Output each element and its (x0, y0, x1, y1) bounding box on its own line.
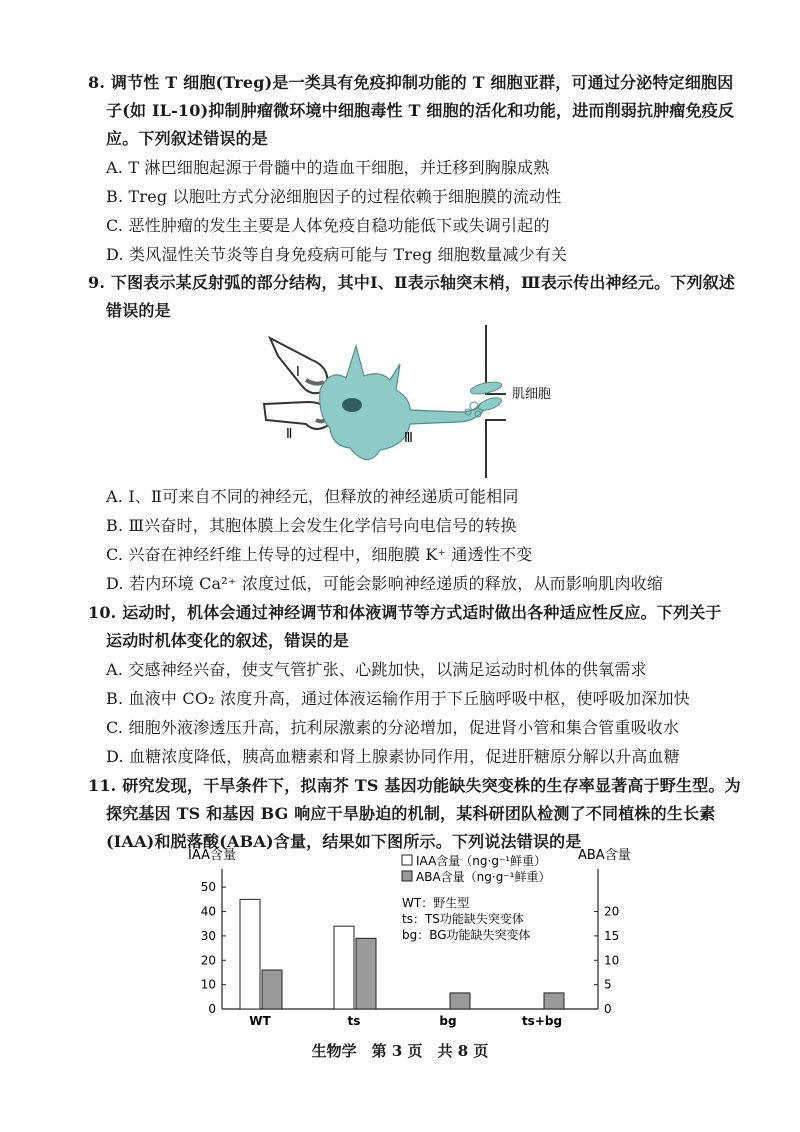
q10-option-b[interactable]: B. 血液中 CO₂ 浓度升高，通过体液运输作用于下丘脑呼吸中枢，使呼吸加深加快 (106, 689, 690, 708)
q9-option-b[interactable]: B. Ⅲ兴奋时，其胞体膜上会发生化学信号向电信号的转换 (106, 516, 517, 535)
legend-note: WT：野生型 (402, 896, 470, 910)
bar-aba (544, 993, 564, 1009)
y-axis-left-title: IAA含量 (188, 848, 236, 863)
nucleus (342, 398, 362, 412)
figure-label-I: Ⅰ (296, 365, 300, 380)
page-footer: 生物学 第 3 页 共 8 页 (311, 1042, 489, 1060)
figure-label-muscle: 肌细胞 (512, 387, 552, 402)
legend-note: ts：TS功能缺失突变体 (402, 912, 524, 926)
q10-stem-line-2: 运动时机体变化的叙述，错误的是 (106, 631, 350, 650)
q10-option-a[interactable]: A. 交感神经兴奋，使支气管扩张、心跳加快，以满足运动时机体的供氧需求 (106, 660, 647, 679)
x-tick-label: bg (439, 1014, 457, 1028)
q10-option-c[interactable]: C. 细胞外液渗透压升高，抗利尿激素的分泌增加，促进肾小管和集合管重吸收水 (106, 718, 680, 737)
muscle-membrane-lower (486, 420, 506, 478)
bar-aba (262, 970, 282, 1009)
q9-option-c[interactable]: C. 兴奋在神经纤维上传导的过程中，细胞膜 K⁺ 通透性不变 (106, 545, 533, 564)
y-right-tick-label: 20 (604, 904, 620, 919)
x-tick-label: ts+bg (521, 1014, 563, 1028)
y-right-tick-label: 10 (604, 953, 620, 968)
bar-iaa (240, 899, 260, 1009)
y-left-tick-label: 50 (200, 880, 216, 895)
reflex-arc-figure (260, 320, 590, 480)
y-right-tick-label: 15 (604, 928, 620, 943)
q9-option-a[interactable]: A. Ⅰ、Ⅱ可来自不同的神经元，但释放的神经递质可能相同 (106, 487, 519, 506)
y-left-tick-label: 20 (200, 953, 216, 968)
q9-option-d[interactable]: D. 若内环境 Ca²⁺ 浓度过低，可能会影响神经递质的释放，从而影响肌肉收缩 (106, 574, 664, 593)
y-left-tick-label: 30 (200, 928, 216, 943)
q8-stem-line-1: 8. 调节性 T 细胞(Treg)是一类具有免疫抑制功能的 T 细胞亚群，可通过分泌特定细胞因 (88, 73, 734, 92)
q8-option-c[interactable]: C. 恶性肿瘤的发生主要是人体免疫自稳功能低下或失调引起的 (106, 216, 550, 235)
q11-stem-line-1: 11. 研究发现，干旱条件下，拟南芥 TS 基因功能缺失突变株的生存率显著高于野生型。为 (88, 776, 741, 795)
y-axis-right-title: ABA含量 (578, 848, 631, 863)
legend-note: bg：BG功能缺失突变体 (402, 928, 531, 942)
legend-swatch (402, 855, 412, 865)
x-tick-label: ts (347, 1014, 361, 1028)
q8-option-b[interactable]: B. Treg 以胞吐方式分泌细胞因子的过程依赖于细胞膜的流动性 (106, 187, 562, 206)
legend-entry: IAA含量（ng·g⁻¹鲜重） (416, 854, 547, 868)
q9-stem-line-2: 错误的是 (106, 301, 171, 320)
q8-option-d[interactable]: D. 类风湿性关节炎等自身免疫病可能与 Treg 细胞数量减少有关 (106, 245, 568, 264)
iaa-aba-bar-chart (180, 845, 640, 1030)
y-left-tick-label: 10 (200, 977, 216, 992)
figure-label-II: Ⅱ (286, 427, 293, 442)
x-tick-label: WT (249, 1014, 271, 1028)
bar-iaa (334, 926, 354, 1009)
q11-stem-line-3: (IAA)和脱落酸(ABA)含量，结果如下图所示。下列说法错误的是 (106, 832, 582, 851)
synaptic-vesicle-2 (477, 395, 503, 413)
y-left-tick-label: 40 (200, 904, 216, 919)
y-right-tick-label: 0 (604, 1002, 612, 1016)
q10-stem-line-1: 10. 运动时，机体会通过神经调节和体液调节等方式适时做出各种适应性反应。下列关于 (88, 603, 722, 622)
q9-stem-line-1: 9. 下图表示某反射弧的部分结构，其中Ⅰ、Ⅱ表示轴突末梢，Ⅲ表示传出神经元。下列叙述 (88, 273, 736, 292)
q11-stem-line-2: 探究基因 TS 和基因 BG 响应干旱胁迫的机制，某科研团队检测了不同植株的生长素 (106, 804, 716, 823)
bar-aba (450, 993, 470, 1009)
figure-label-III: Ⅲ (404, 431, 413, 446)
y-left-tick-label: 0 (208, 1002, 216, 1016)
bar-aba (356, 938, 376, 1009)
y-right-tick-label: 5 (604, 977, 612, 992)
q10-option-d[interactable]: D. 血糖浓度降低，胰高血糖素和肾上腺素协同作用，促进肝糖原分解以升高血糖 (106, 747, 680, 766)
legend-entry: ABA含量（ng·g⁻¹鲜重） (416, 870, 551, 884)
q8-option-a[interactable]: A. T 淋巴细胞起源于骨髓中的造血干细胞，并迁移到胸腺成熟 (106, 158, 550, 177)
q8-stem-line-3: 应。下列叙述错误的是 (106, 129, 269, 148)
q8-stem-line-2: 子(如 IL-10)抑制肿瘤微环境中细胞毒性 T 细胞的活化和功能，进而削弱抗肿瘤免疫反 (106, 101, 735, 120)
legend-swatch (402, 871, 412, 881)
